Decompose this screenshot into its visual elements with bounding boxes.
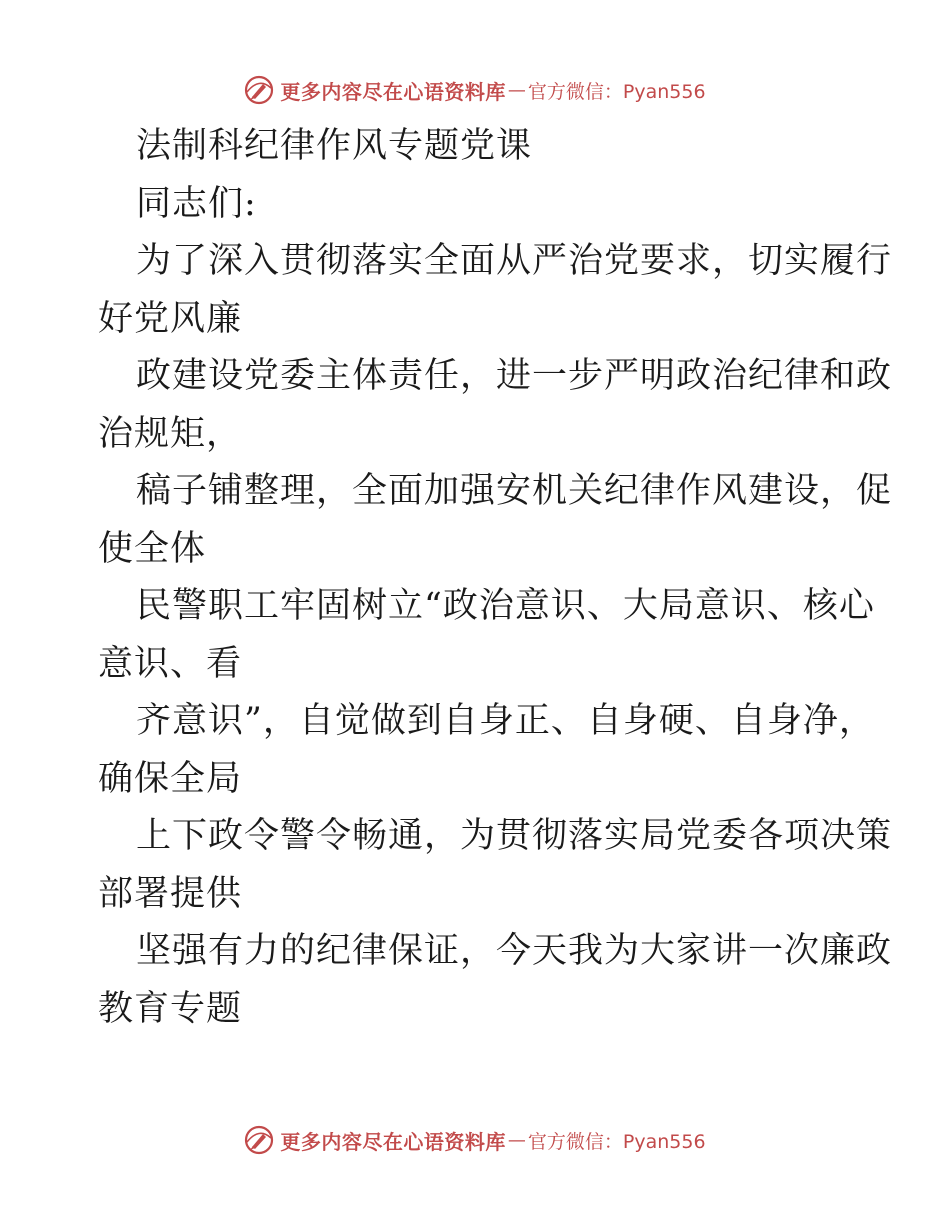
pen-nib-logo-icon [244, 75, 274, 105]
paragraph-line: 上下政令警令畅通，为贯彻落实局党委各项决策 [136, 816, 893, 856]
paragraph-line: 部署提供 [98, 873, 243, 914]
watermark-separator: — [507, 1129, 526, 1151]
paragraph-line: 教育专题 [98, 988, 243, 1029]
paragraph-line: 民警职工牢固树立“政治意识、大局意识、核心 [136, 586, 875, 626]
paragraph-line: 政建设党委主体责任，进一步严明政治纪律和政 [136, 356, 893, 396]
paragraph-line: 确保全局 [98, 758, 243, 799]
watermark-contact: 官方微信：Pyan556 [527, 80, 706, 103]
document-title: 法制科纪律作风专题党课 [136, 126, 533, 166]
paragraph-line: 使全体 [98, 528, 207, 569]
watermark-text: 更多内容尽在心语资料库 [280, 79, 506, 104]
document-body [98, 118, 893, 1038]
paragraph-line: 意识、看 [98, 643, 243, 684]
paragraph-line: 稿子铺整理，全面加强安机关纪律作风建设，促 [136, 471, 893, 511]
watermark-contact: 官方微信：Pyan556 [527, 1130, 706, 1153]
paragraph-line: 坚强有力的纪律保证，今天我为大家讲一次廉政 [136, 931, 893, 971]
paragraph-line: 齐意识”，自觉做到自身正、自身硬、自身净， [136, 701, 875, 741]
watermark-text: 更多内容尽在心语资料库 [280, 1129, 506, 1154]
paragraph-line: 治规矩， [98, 413, 243, 454]
greeting: 同志们: [136, 183, 257, 224]
pen-nib-logo-icon [244, 1125, 274, 1155]
footer-watermark-banner [0, 1120, 950, 1160]
watermark-separator: — [507, 79, 526, 101]
paragraph-line: 为了深入贯彻落实全面从严治党要求，切实履行 [136, 241, 893, 281]
paragraph-line: 好党风廉 [98, 298, 243, 339]
header-watermark-banner [0, 70, 950, 110]
